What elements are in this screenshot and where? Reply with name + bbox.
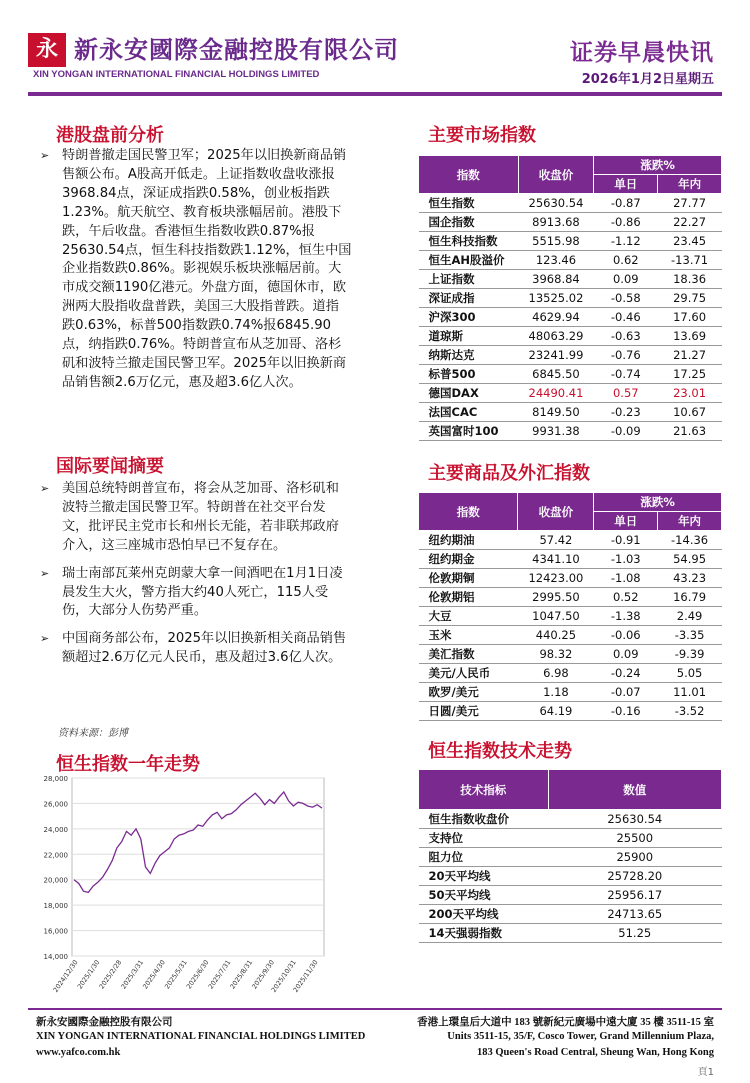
- row-close: 24490.41: [518, 384, 594, 403]
- x-tick-label: 2024/12/30: [51, 958, 80, 994]
- x-tick-label: 2025/3/31: [119, 958, 146, 991]
- footer-divider: [28, 1008, 722, 1010]
- x-tick-label: 2025/5/31: [163, 958, 189, 991]
- news-item: ➢ 中国商务部公布，2025年以旧换新相关商品销售额超过2.6万亿元人民币，惠及超过3.6亿人次。: [40, 631, 347, 666]
- table-row: [419, 403, 722, 422]
- row-indicator: 阻力位: [419, 848, 549, 867]
- table-row: [419, 365, 722, 384]
- col-header-change: 涨跌%: [594, 493, 722, 512]
- table-row: [419, 194, 722, 213]
- row-name: 日圆/美元: [419, 702, 518, 721]
- row-close: 6845.50: [518, 365, 594, 384]
- row-close: 48063.29: [518, 327, 594, 346]
- row-value: 51.25: [548, 924, 721, 943]
- bullet-arrow-icon: ➢: [40, 566, 50, 580]
- table-row: [419, 232, 722, 251]
- row-day-change: 0.52: [594, 588, 658, 607]
- table-row: [419, 626, 722, 645]
- bullet-arrow-icon: ➢: [40, 149, 50, 162]
- table-row: [419, 905, 722, 924]
- row-day-change: -0.06: [594, 626, 658, 645]
- row-day-change: -0.74: [594, 365, 658, 384]
- row-day-change: -0.87: [594, 194, 658, 213]
- row-close: 8913.68: [518, 213, 594, 232]
- row-day-change: -0.58: [594, 289, 658, 308]
- row-ytd-change: 21.63: [658, 422, 722, 441]
- table-row: [419, 327, 722, 346]
- row-name: 欧罗/美元: [419, 683, 518, 702]
- row-name: 伦敦期铜: [419, 569, 518, 588]
- x-tick-label: 2025/9/30: [250, 958, 277, 991]
- market-index-table: [418, 155, 722, 441]
- col-header-day: 单日: [594, 175, 658, 194]
- col-header-close: 收盘价: [518, 156, 594, 194]
- row-name: 国企指数: [419, 213, 519, 232]
- row-value: 25728.20: [548, 867, 721, 886]
- row-close: 3968.84: [518, 270, 594, 289]
- row-close: 8149.50: [518, 403, 594, 422]
- row-ytd-change: 17.60: [658, 308, 722, 327]
- row-close: 123.46: [518, 251, 594, 270]
- col-header-index: 指数: [419, 156, 519, 194]
- table-row: [419, 569, 722, 588]
- table-row: [419, 422, 722, 441]
- row-name: 伦敦期铝: [419, 588, 518, 607]
- row-day-change: -1.03: [594, 550, 658, 569]
- row-value: 24713.65: [548, 905, 721, 924]
- row-ytd-change: 18.36: [658, 270, 722, 289]
- row-name: 道琼斯: [419, 327, 519, 346]
- row-ytd-change: -14.36: [658, 531, 722, 550]
- table-row: [419, 645, 722, 664]
- row-day-change: 0.62: [594, 251, 658, 270]
- table-row: [419, 270, 722, 289]
- row-name: 上证指数: [419, 270, 519, 289]
- row-name: 美汇指数: [419, 645, 518, 664]
- row-name: 法国CAC: [419, 403, 519, 422]
- row-ytd-change: 29.75: [658, 289, 722, 308]
- row-ytd-change: 13.69: [658, 327, 722, 346]
- document-date: 2026年1月2日星期五: [581, 72, 714, 87]
- table-row: [419, 289, 722, 308]
- row-name: 美元/人民币: [419, 664, 518, 683]
- company-logo: 永: [28, 33, 66, 67]
- footer-website-link[interactable]: www.yafco.com.hk: [36, 1047, 121, 1058]
- col-header-day: 单日: [594, 512, 658, 531]
- x-tick-label: 2025/8/31: [228, 958, 255, 991]
- row-day-change: 0.57: [594, 384, 658, 403]
- row-indicator: 20天平均线: [419, 867, 549, 886]
- row-indicator: 50天平均线: [419, 886, 549, 905]
- table-row: [419, 867, 722, 886]
- row-close: 4341.10: [518, 550, 594, 569]
- y-tick-label: 16,000: [43, 927, 68, 936]
- commodity-fx-title: 主要商品及外汇指数: [428, 463, 590, 484]
- x-tick-label: 2025/6/30: [184, 958, 211, 991]
- table-row: [419, 588, 722, 607]
- row-close: 25630.54: [518, 194, 594, 213]
- col-header-ytd: 年内: [658, 512, 722, 531]
- row-ytd-change: 27.77: [658, 194, 722, 213]
- y-tick-label: 24,000: [43, 825, 68, 834]
- row-ytd-change: 43.23: [658, 569, 722, 588]
- commodity-fx-table: [418, 492, 722, 721]
- row-name: 大豆: [419, 607, 518, 626]
- row-ytd-change: 16.79: [658, 588, 722, 607]
- table-row: [419, 848, 722, 867]
- row-close: 57.42: [518, 531, 594, 550]
- hk-analysis-text: 特朗普撤走国民警卫军；2025年以旧换新商品销售额公布。A股高开低走。上证指数收盘收涨报3968.84点，深证成指跌0.58%，创业板指跌1.23%。航天航空、教育板块涨幅居前。港股下跌，午后收盘。香港恒生指数收跌0.87%报25630.54点，恒生科技指数跌1.12%，恒生中国企业指数跌0.86%。影视娱乐板块涨幅居前。大市成交额1190亿港元。外盘方面，德国休市，欧洲两大股指收盘普跌，美国三大股指普跌。道指跌0.63%，标普500指数跌0.74%报6845.90点，纳指跌0.76%。特朗普宣布从芝加哥、洛杉矶和波特兰撤走国民警卫军。2025年以旧换新商品销售额2.6万亿元，惠及超3.6亿人次。: [62, 148, 352, 390]
- y-tick-label: 26,000: [43, 800, 68, 809]
- col-header-change: 涨跌%: [594, 156, 722, 175]
- row-day-change: -0.09: [594, 422, 658, 441]
- row-ytd-change: -3.52: [658, 702, 722, 721]
- col-header-close: 收盘价: [518, 493, 594, 531]
- hk-analysis-section: [40, 147, 352, 402]
- table-row: [419, 213, 722, 232]
- row-ytd-change: 22.27: [658, 213, 722, 232]
- table-row: [419, 550, 722, 569]
- row-value: 25630.54: [548, 810, 721, 829]
- row-name: 深证成指: [419, 289, 519, 308]
- news-item: ➢ 瑞士南部瓦莱州克朗蒙大拿一间酒吧在1月1日凌晨发生大火，警方指大约40人死亡，115人受伤，大部分人伤势严重。: [40, 565, 343, 619]
- x-tick-label: 2025/1/30: [75, 958, 102, 991]
- x-tick-label: 2025/10/31: [269, 958, 298, 994]
- row-day-change: -0.16: [594, 702, 658, 721]
- row-close: 2995.50: [518, 588, 594, 607]
- row-ytd-change: 23.01: [658, 384, 722, 403]
- row-close: 1047.50: [518, 607, 594, 626]
- hsi-technical-title: 恒生指数技术走势: [428, 741, 572, 762]
- row-name: 玉米: [419, 626, 518, 645]
- row-ytd-change: 11.01: [658, 683, 722, 702]
- row-ytd-change: 21.27: [658, 346, 722, 365]
- table-row: [419, 683, 722, 702]
- row-name: 纽约期金: [419, 550, 518, 569]
- row-ytd-change: -9.39: [658, 645, 722, 664]
- news-item: ➢ 美国总统特朗普宣布，将会从芝加哥、洛杉矶和波特兰撤走国民警卫军。特朗普在社交平台发文，批评民主党市长和州长无能，若非联邦政府介入，这三座城市恐怕早已不复存在。: [40, 481, 339, 553]
- footer-address-en-2: 183 Queen's Road Central, Sheung Wan, Hong Kong: [477, 1047, 714, 1058]
- table-row: [419, 924, 722, 943]
- col-header-index: 指数: [419, 493, 518, 531]
- row-day-change: -0.91: [594, 531, 658, 550]
- footer-company-cn: 新永安國際金融控股有限公司: [36, 1017, 173, 1028]
- x-tick-label: 2025/4/30: [141, 958, 167, 991]
- row-ytd-change: -3.35: [658, 626, 722, 645]
- y-tick-label: 18,000: [43, 902, 68, 911]
- footer-company-en: XIN YONGAN INTERNATIONAL FINANCIAL HOLDINGS LIMITED: [36, 1031, 366, 1042]
- row-indicator: 支持位: [419, 829, 549, 848]
- footer-address-en-1: Units 3511-15, 35/F, Cosco Tower, Grand Millennium Plaza,: [447, 1031, 714, 1042]
- row-name: 恒生指数: [419, 194, 519, 213]
- row-day-change: -0.76: [594, 346, 658, 365]
- row-value: 25956.17: [548, 886, 721, 905]
- row-value: 25500: [548, 829, 721, 848]
- row-name: 纳斯达克: [419, 346, 519, 365]
- row-close: 440.25: [518, 626, 594, 645]
- y-tick-label: 28,000: [43, 775, 68, 783]
- x-tick-label: 2025/2/28: [97, 958, 124, 991]
- row-close: 64.19: [518, 702, 594, 721]
- y-tick-label: 22,000: [43, 851, 68, 860]
- page-header: [0, 0, 750, 98]
- row-ytd-change: 10.67: [658, 403, 722, 422]
- row-close: 5515.98: [518, 232, 594, 251]
- row-day-change: -1.08: [594, 569, 658, 588]
- row-name: 恒生科技指数: [419, 232, 519, 251]
- row-day-change: -0.24: [594, 664, 658, 683]
- row-name: 沪深300: [419, 308, 519, 327]
- row-close: 12423.00: [518, 569, 594, 588]
- row-close: 1.18: [518, 683, 594, 702]
- table-row: [419, 810, 722, 829]
- row-ytd-change: -13.71: [658, 251, 722, 270]
- table-row: [419, 308, 722, 327]
- footer-address-cn: 香港上環皇后大道中 183 號新紀元廣場中遠大廈 35 樓 3511-15 室: [417, 1017, 714, 1028]
- table-row: [419, 251, 722, 270]
- hsi-technical-table: [418, 769, 722, 943]
- hsi-chart-title: 恒生指数一年走势: [56, 754, 200, 775]
- company-name-en: XIN YONGAN INTERNATIONAL FINANCIAL HOLDINGS LIMITED: [33, 69, 320, 80]
- intl-news-list: [40, 480, 352, 677]
- table-row: [419, 702, 722, 721]
- row-ytd-change: 23.45: [658, 232, 722, 251]
- hsi-one-year-chart: [32, 770, 332, 1002]
- row-ytd-change: 17.25: [658, 365, 722, 384]
- row-day-change: -0.07: [594, 683, 658, 702]
- x-tick-label: 2025/7/31: [206, 958, 233, 991]
- row-name: 英国富时100: [419, 422, 519, 441]
- row-close: 98.32: [518, 645, 594, 664]
- header-divider: [28, 92, 722, 96]
- table-row: [419, 531, 722, 550]
- row-day-change: -1.12: [594, 232, 658, 251]
- table-row: [419, 607, 722, 626]
- row-day-change: -0.23: [594, 403, 658, 422]
- intl-news-title: 国际要闻摘要: [56, 456, 164, 477]
- y-tick-label: 14,000: [43, 953, 68, 961]
- y-tick-label: 20,000: [43, 876, 68, 885]
- row-indicator: 14天强弱指数: [419, 924, 549, 943]
- plot-frame: [72, 778, 324, 956]
- row-close: 23241.99: [518, 346, 594, 365]
- table-row: [419, 886, 722, 905]
- bullet-arrow-icon: ➢: [40, 482, 50, 495]
- row-name: 纽约期油: [419, 531, 518, 550]
- document-title: 证券早晨快讯: [570, 40, 714, 66]
- row-name: 标普500: [419, 365, 519, 384]
- row-day-change: -0.46: [594, 308, 658, 327]
- row-day-change: -0.63: [594, 327, 658, 346]
- row-indicator: 200天平均线: [419, 905, 549, 924]
- row-day-change: -1.38: [594, 607, 658, 626]
- table-row: [419, 829, 722, 848]
- table-row: [419, 664, 722, 683]
- row-day-change: -0.86: [594, 213, 658, 232]
- row-close: 13525.02: [518, 289, 594, 308]
- table-row: [419, 346, 722, 365]
- table-row: [419, 384, 722, 403]
- market-index-title: 主要市场指数: [428, 125, 536, 146]
- col-header-ytd: 年内: [658, 175, 722, 194]
- row-day-change: 0.09: [594, 270, 658, 289]
- row-day-change: 0.09: [594, 645, 658, 664]
- row-value: 25900: [548, 848, 721, 867]
- row-name: 恒生AH股溢价: [419, 251, 519, 270]
- data-source-note: 资料来源：彭博: [58, 728, 128, 739]
- col-header-value: 数值: [548, 770, 721, 810]
- page-number: 頁1: [697, 1067, 714, 1078]
- hk-analysis-paragraph: [40, 147, 352, 393]
- bullet-arrow-icon: ➢: [40, 632, 50, 646]
- row-indicator: 恒生指数收盘价: [419, 810, 549, 829]
- col-header-indicator: 技术指标: [419, 770, 549, 810]
- row-ytd-change: 5.05: [658, 664, 722, 683]
- x-tick-label: 2025/11/30: [291, 958, 320, 994]
- row-name: 德国DAX: [419, 384, 519, 403]
- hsi-series-line: [74, 792, 322, 892]
- row-close: 4629.94: [518, 308, 594, 327]
- row-ytd-change: 2.49: [658, 607, 722, 626]
- row-close: 9931.38: [518, 422, 594, 441]
- row-ytd-change: 54.95: [658, 550, 722, 569]
- hk-analysis-title: 港股盘前分析: [56, 125, 164, 146]
- company-name-cn: 新永安國際金融控股有限公司: [74, 36, 399, 64]
- row-close: 6.98: [518, 664, 594, 683]
